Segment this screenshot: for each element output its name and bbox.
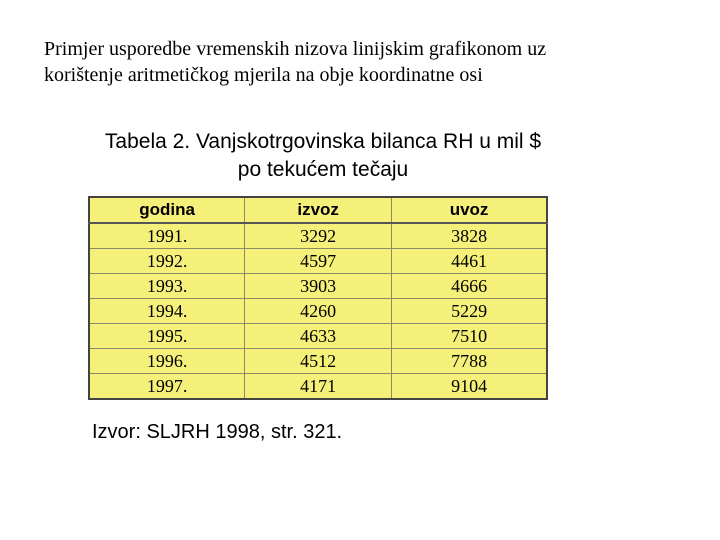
cell-imports: 9104 [392, 374, 547, 400]
table-header-row [89, 197, 547, 223]
header-exports: izvoz [245, 197, 392, 223]
cell-year: 1996. [89, 349, 245, 374]
trade-balance-table [88, 196, 548, 400]
table-row [89, 223, 547, 249]
cell-year: 1995. [89, 324, 245, 349]
heading-line-2: korištenje aritmetičkog mjerila na obje koordinatne osi [44, 64, 483, 86]
cell-exports: 4512 [245, 349, 392, 374]
cell-year: 1991. [89, 223, 245, 249]
cell-imports: 3828 [392, 223, 547, 249]
cell-year: 1993. [89, 274, 245, 299]
cell-year: 1997. [89, 374, 245, 400]
source-note: Izvor: SLJRH 1998, str. 321. [92, 421, 343, 443]
table-row [89, 349, 547, 374]
header-year: godina [89, 197, 245, 223]
cell-exports: 4597 [245, 249, 392, 274]
cell-exports: 3292 [245, 223, 392, 249]
table-title-line-2: po tekućem tečaju [237, 158, 409, 181]
table-row [89, 324, 547, 349]
header-imports: uvoz [392, 197, 547, 223]
table-title [88, 128, 558, 184]
cell-year: 1992. [89, 249, 245, 274]
cell-imports: 7788 [392, 349, 547, 374]
cell-exports: 4633 [245, 324, 392, 349]
table-title-line-1: Tabela 2. Vanjskotrgovinska bilanca RH u mil $ [104, 130, 542, 153]
table-row [89, 374, 547, 400]
table-row [89, 274, 547, 299]
cell-imports: 7510 [392, 324, 547, 349]
cell-imports: 4461 [392, 249, 547, 274]
cell-year: 1994. [89, 299, 245, 324]
cell-exports: 4171 [245, 374, 392, 400]
cell-imports: 4666 [392, 274, 547, 299]
cell-exports: 3903 [245, 274, 392, 299]
table-row [89, 249, 547, 274]
cell-imports: 5229 [392, 299, 547, 324]
table-row [89, 299, 547, 324]
cell-exports: 4260 [245, 299, 392, 324]
heading-line-1: Primjer usporedbe vremenskih nizova linijskim grafikonom uz [44, 38, 547, 60]
slide-heading [44, 36, 704, 88]
